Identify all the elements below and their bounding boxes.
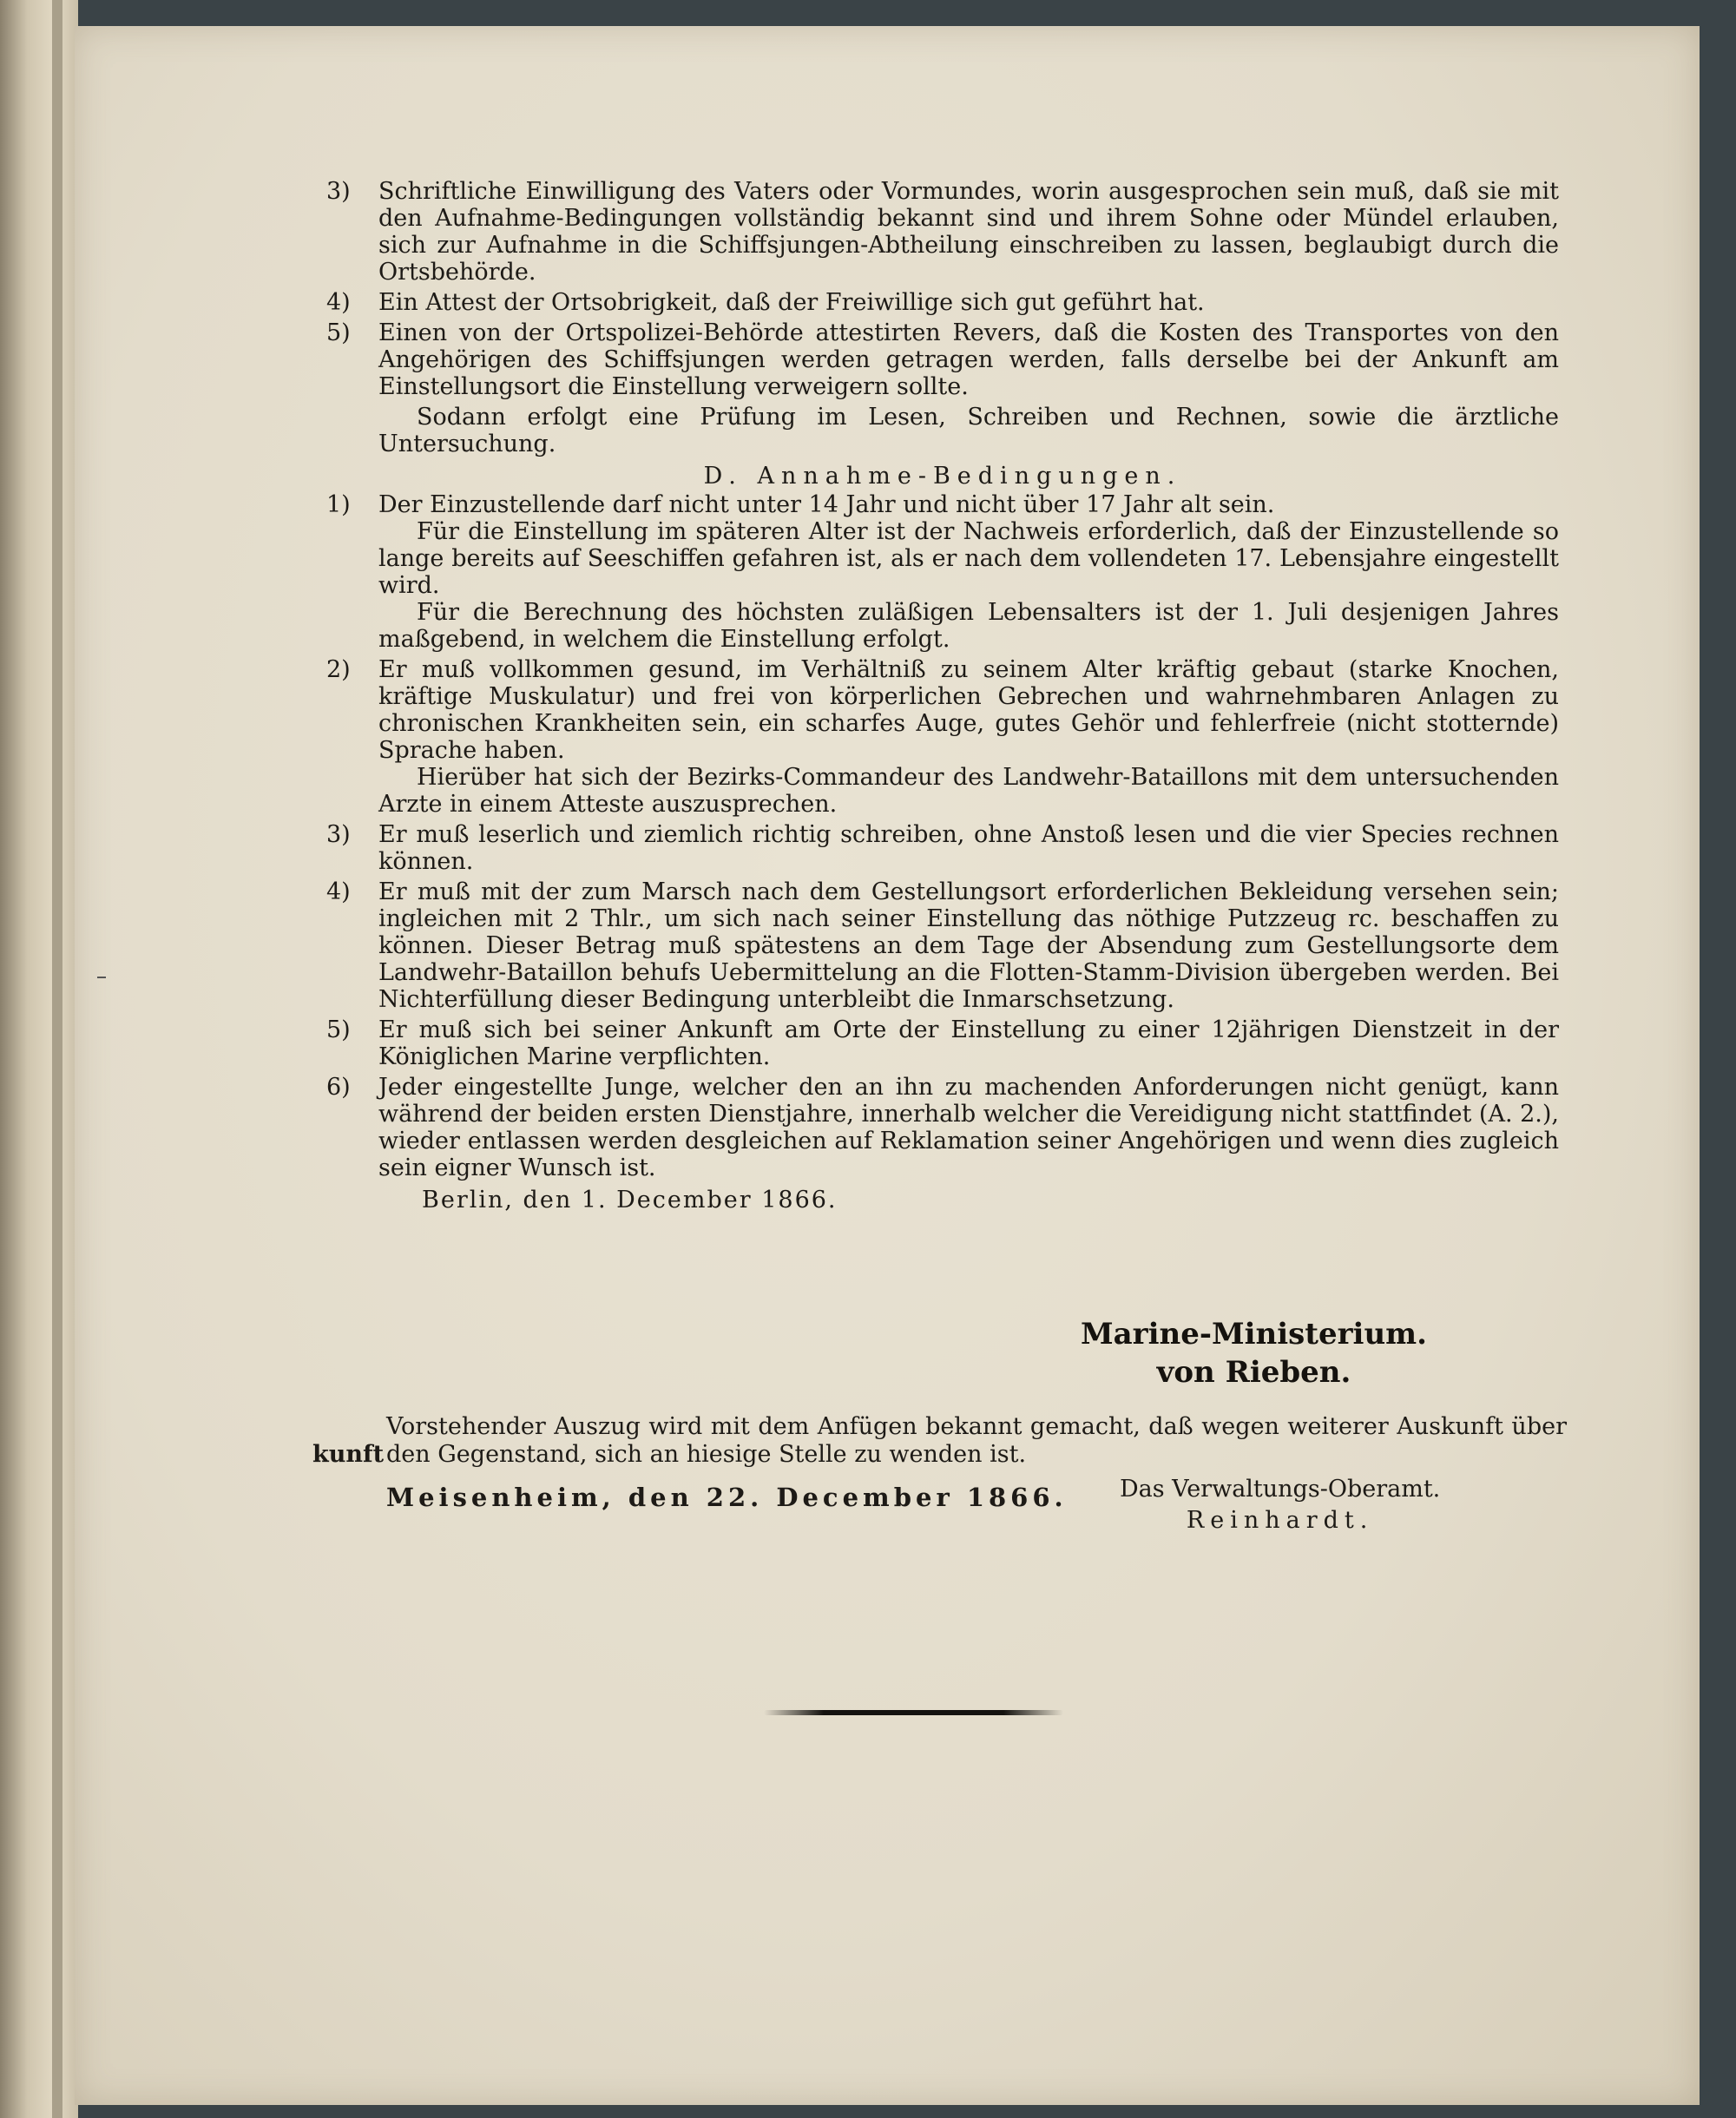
condition-1-para-1: Für die Einstellung im späteren Alter ist der Nachweis erforderlich, daß der Einzustellende so lange bereits auf Seeschiffen gefahren ist, als er nach dem vollendeten 17. Lebensjahre eingestellt wird.	[378, 518, 1559, 599]
item-text: Er muß mit der zum Marsch nach dem Gestellungsort erforderlichen Bekleidung versehen sein; ingleichen mit 2 Thlr., um sich nach seiner Einstellung das nöthige Putzzeug rc. beschaffen zu können. Dieser Betrag muß spätestens an dem Tage der Absendung zum Gestellungsorte dem Landwehr-Bataillon behufs Uebermittelung an die Flotten-Stamm-Division übergeben werden. Bei Nichterfüllung dieser Bedingung unterbleibt die Inmarschsetzung.	[378, 878, 1559, 1013]
item-number: 4)	[326, 878, 351, 905]
exam-paragraph: Sodann erfolgt eine Prüfung im Lesen, Schreiben und Rechnen, sowie die ärztliche Untersuchung.	[378, 404, 1559, 457]
condition-1-para-2: Für die Berechnung des höchsten zuläßigen Lebensalters ist der 1. Juli desjenigen Jahres maßgebend, in welchem die Einstellung erfolgt.	[378, 599, 1559, 653]
condition-1	[326, 491, 1559, 518]
conditions-list	[326, 491, 1559, 1181]
item-text: Er muß leserlich und ziemlich richtig schreiben, ohne Anstoß lesen und die vier Species rechnen können.	[378, 821, 1559, 875]
item-number: 3)	[326, 178, 351, 205]
previous-page-edge	[0, 0, 78, 2118]
margin-mark	[97, 977, 106, 978]
condition-3	[326, 821, 1559, 875]
notice-margin-word: kunft	[312, 1441, 385, 1468]
item-text: Ein Attest der Ortsobrigkeit, daß der Freiwillige sich gut geführt hat.	[378, 289, 1205, 316]
item-text: Einen von der Ortspolizei-Behörde attestirten Revers, daß die Kosten des Transportes von den Angehörigen des Schiffsjungen werden getragen werden, falls derselbe bei der Ankunft am Einstellungsort die Einstellung verweigern sollte.	[378, 319, 1559, 400]
section-heading: D. Annahme-Bedingungen.	[703, 463, 1182, 490]
requirement-5	[326, 319, 1559, 400]
item-number: 5)	[326, 1016, 351, 1043]
condition-5	[326, 1016, 1559, 1070]
closing-rule	[764, 1710, 1063, 1715]
condition-2-para-1: Hierüber hat sich der Bezirks-Commandeur des Landwehr-Bataillons mit dem untersuchenden Arzte in einem Atteste auszusprechen.	[378, 764, 1559, 818]
item-text: Schriftliche Einwilligung des Vaters oder Vormundes, worin ausgesprochen sein muß, daß sie mit den Aufnahme-Bedingungen vollständig bekannt sind und ihrem Sohne oder Mündel erlauben, sich zur Aufnahme in die Schiffsjungen-Abtheilung einschreiben zu lassen, beglaubigt durch die Ortsbehörde.	[378, 178, 1559, 286]
meisenheim-date-line: Meisenheim, den 22. December 1866.	[386, 1483, 1068, 1512]
minister-name: von Rieben.	[1156, 1355, 1351, 1390]
main-text	[326, 178, 1559, 1214]
page-fold	[52, 0, 62, 2118]
item-text: Jeder eingestellte Junge, welcher den an ihn zu machenden Anforderungen nicht genügt, kann während der beiden ersten Dienstjahre, innerhalb welcher die Vereidigung nicht stattfindet (A. 2.), wieder entlassen werden desgleichen auf Reklamation seiner Angehörigen und wenn dies zugleich sein eigner Wunsch ist.	[378, 1074, 1559, 1181]
condition-2	[326, 656, 1559, 764]
item-text: Er muß vollkommen gesund, im Verhältniß zu seinem Alter kräftig gebaut (starke Knochen, kräftige Muskulatur) und frei von körperlichen Gebrechen und wahrnehmbaren Anlagen zu chronischen Krankheiten sein, ein scharfes Auge, gutes Gehör und fehlerfreie (nicht stotternde) Sprache haben.	[378, 656, 1559, 764]
item-number: 3)	[326, 821, 351, 848]
item-number: 2)	[326, 656, 351, 683]
official-name: Reinhardt.	[1186, 1507, 1374, 1534]
condition-6	[326, 1074, 1559, 1181]
requirements-list	[326, 178, 1559, 457]
item-text: Er muß sich bei seiner Ankunft am Orte der Einstellung zu einer 12jährigen Dienstzeit in der Königlichen Marine verpflichten.	[378, 1016, 1559, 1070]
berlin-date-line: Berlin, den 1. December 1866.	[422, 1187, 838, 1214]
office-signature	[1120, 1474, 1440, 1536]
item-text: Der Einzustellende darf nicht unter 14 Jahr und nicht über 17 Jahr alt sein.	[378, 491, 1275, 518]
requirement-3	[326, 178, 1559, 286]
ministry-signature	[1081, 1315, 1427, 1391]
office-name: Das Verwaltungs-Oberamt.	[1120, 1476, 1441, 1503]
condition-4	[326, 878, 1559, 1013]
local-notice: Vorstehender Auszug wird mit dem Anfügen bekannt gemacht, daß wegen weiterer Auskunft über den Gegenstand, sich an hiesige Stelle zu wenden ist.	[386, 1413, 1567, 1468]
item-number: 6)	[326, 1074, 351, 1101]
ministry-name: Marine-Ministerium.	[1081, 1317, 1427, 1352]
item-number: 4)	[326, 289, 351, 316]
item-number: 1)	[326, 491, 351, 518]
requirement-4	[326, 289, 1559, 316]
item-number: 5)	[326, 319, 351, 346]
